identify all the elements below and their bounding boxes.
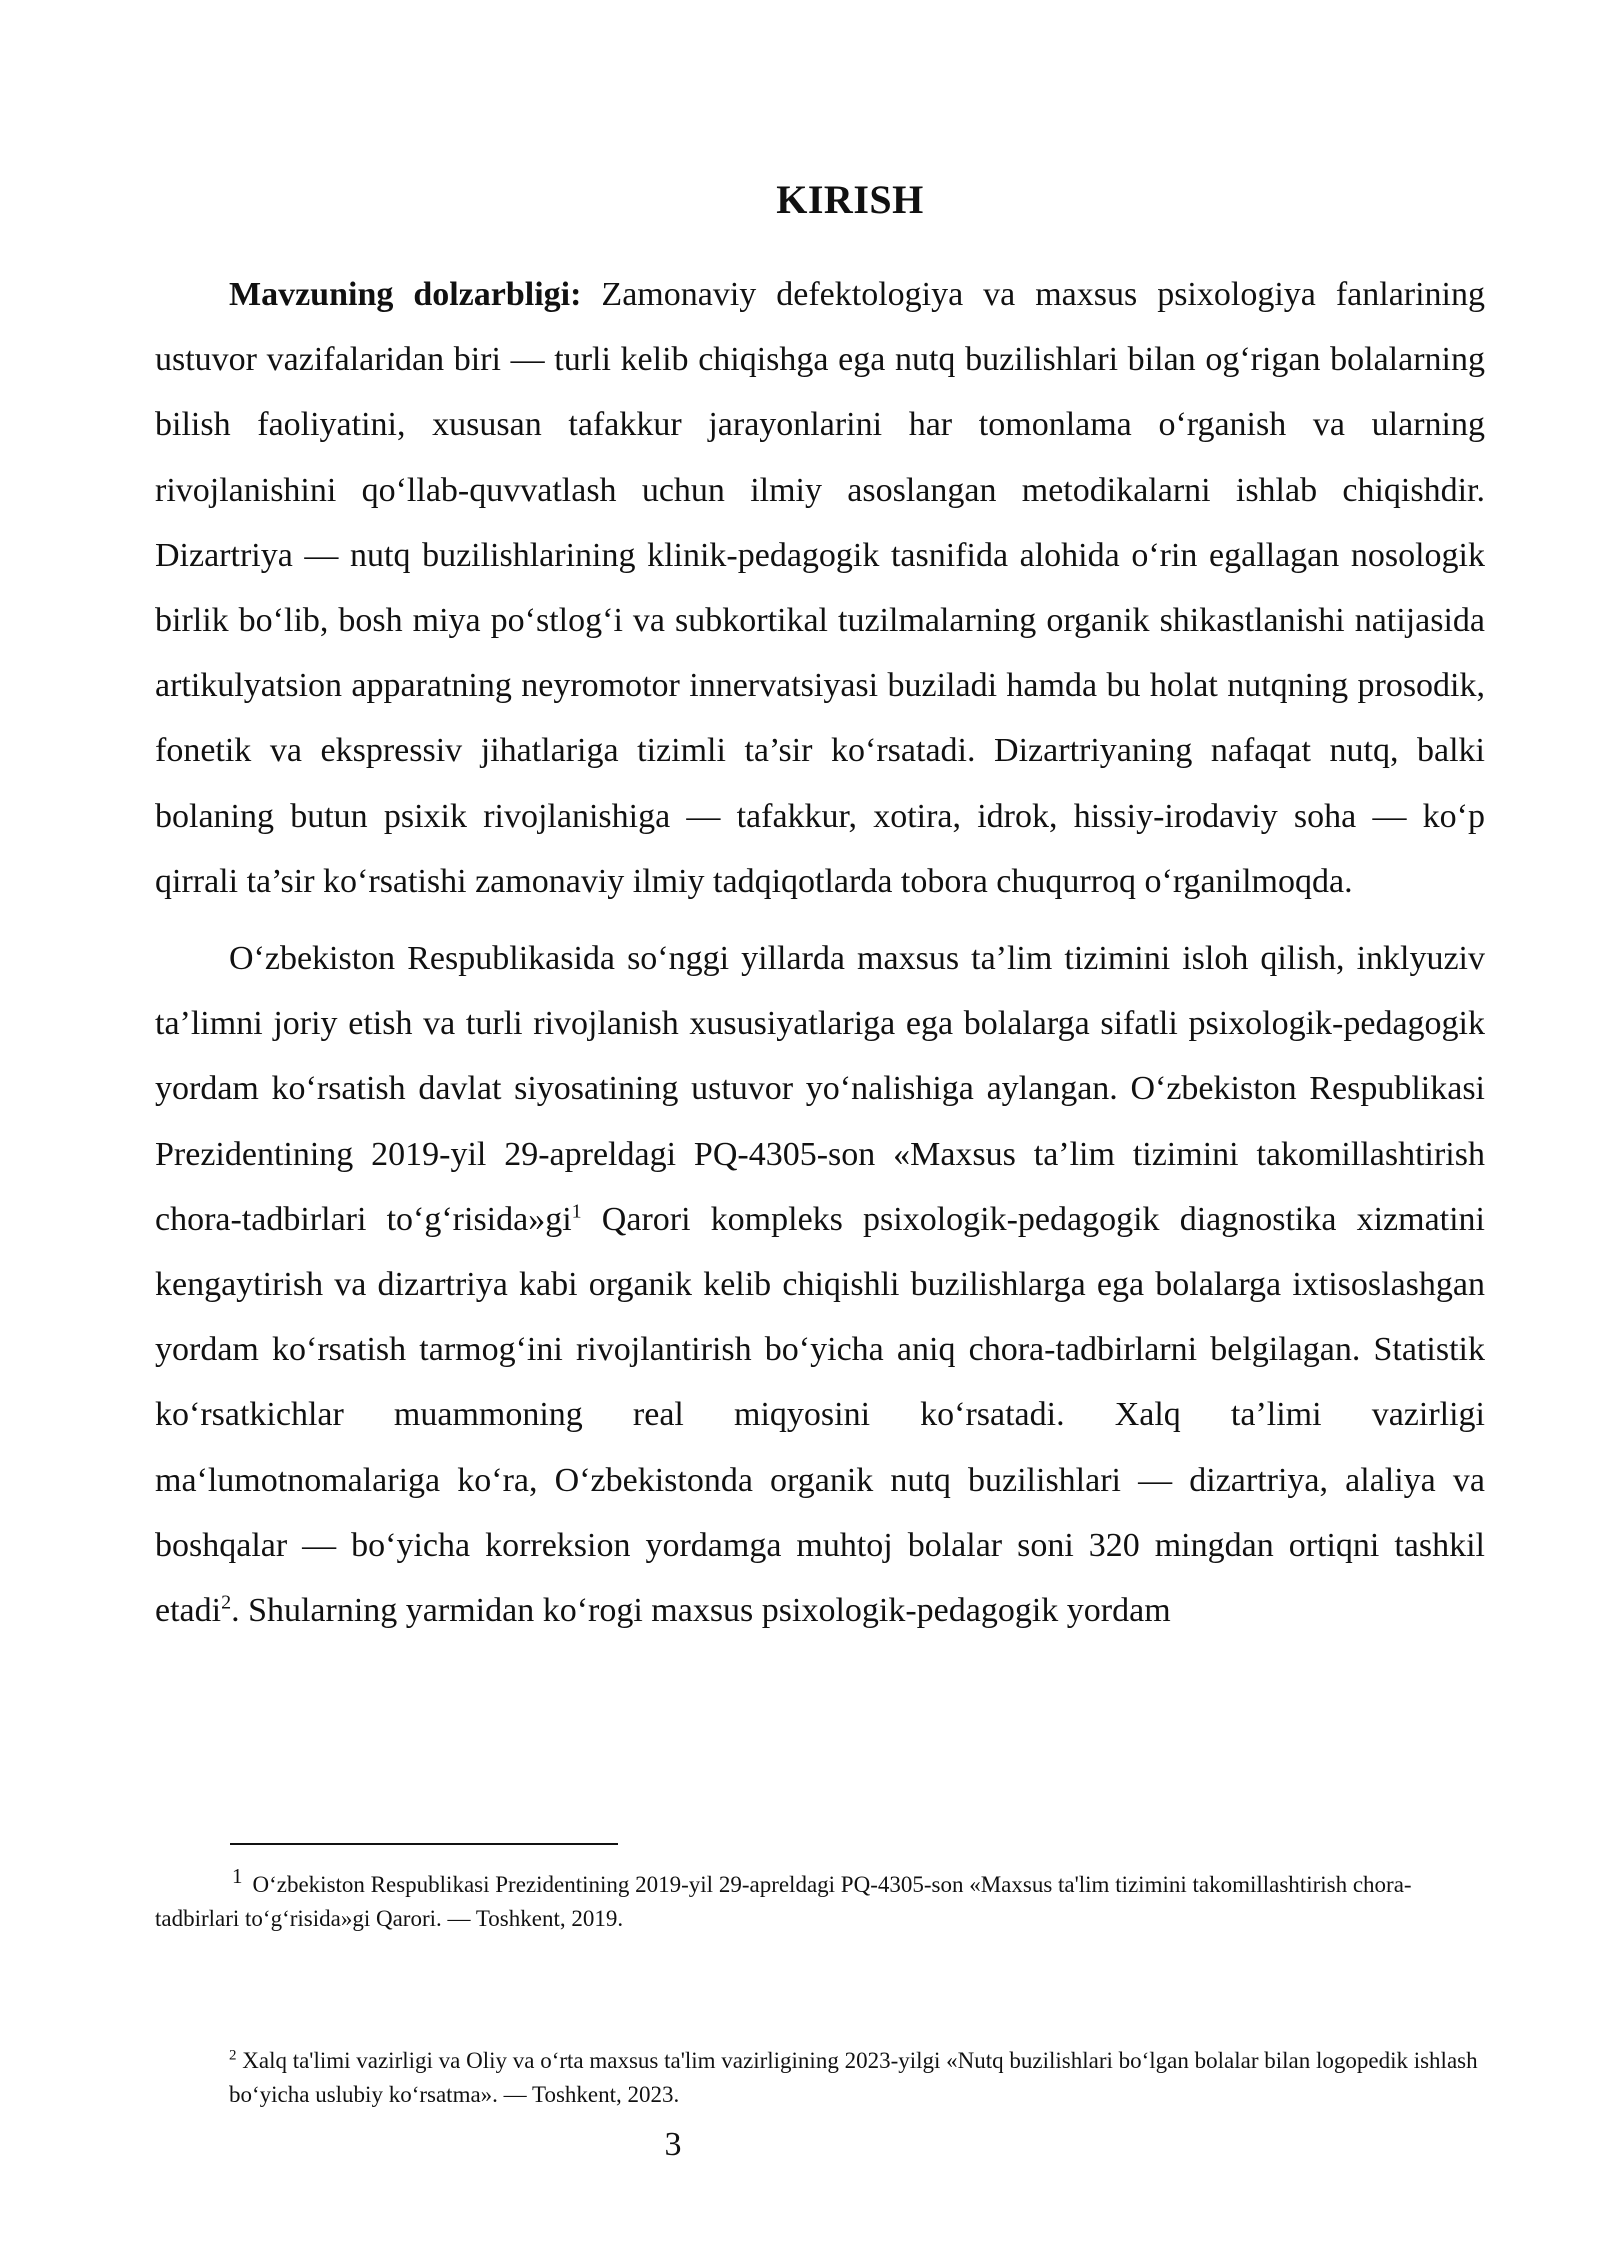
page-number: 3 [664,2126,682,2163]
paragraph-lead: Mavzuning dolzarbligi: [229,276,582,313]
paragraph-text: Zamonaviy defektologiya va maxsus psixologiya fanlarining ustuvor vazifalaridan biri — turli kelib chiqishga ega nutq buzilishlari bilan og‘rigan bolalarning bilish faoliyatini, xususan tafakkur jarayonlarini har tomonlama o‘rganish va ularning rivojlanishini qo‘llab-quvvatlash uchun ilmiy asoslangan metodikalarni ishlab chiqishdir. Dizartriya — nutq buzilishlarining klinik-pedagogik tasnifida alohida o‘rin egallagan nosologik birlik bo‘lib, bosh miya po‘stlog‘i va subkortikal tuzilmalarning organik shikastlanishi natijasida artikulyatsion apparatning neyromotor innervatsiyasi buziladi hamda bu holat nutqning prosodik, fonetik va ekspressiv jihatlariga tizimli ta’sir ko‘rsatadi. Dizartriyaning nafaqat nutq, balki bolaning butun psixik rivojlanishiga — tafakkur, xotira, idrok, hissiy-irodaviy soha — ko‘p qirrali ta’sir ko‘rsatishi zamonaviy ilmiy tadqiqotlarda tobora chuqurroq o‘rganilmoqda. [155,276,1485,900]
paragraph-text-part3: . Shularning yarmidan ko‘rogi maxsus psixologik-pedagogik yordam [231,1592,1171,1630]
paragraph-text-part2: Qarori kompleks psixologik-pedagogik diagnostika xizmatini kengaytirish va dizartriya kabi organik kelib chiqishli buzilishlarga ega bolalarga ixtisoslashgan yordam ko‘rsatish tarmog‘ini rivojlantirish bo‘yicha aniq chora-tadbirlarni belgilagan. Statistik ko‘rsatkichlar muammoning real miqyosini ko‘rsatadi. Xalq ta’limi vazirligi ma‘lumotnomalariga ko‘ra, O‘zbekistonda organik nutq buzilishlari — dizartriya, alaliya va boshqalar — bo‘yicha korreksion yordamga muhtoj bolalar soni 320 mingdan ortiqni tashkil etadi [155,1200,1485,1630]
section-title: KIRISH [776,177,924,222]
body-text [155,262,1485,1643]
footnote-ref-1[interactable]: 1 [571,1200,582,1223]
footnote-text: Xalq ta'limi vazirligi va Oliy va o‘rta maxsus ta'lim vazirligining 2023-yilgi «Nutq buzilishlari bo‘lgan bolalar bilan logopedik ishlash bo‘yicha uslubiy ko‘rsatma». — Toshkent, 2023. [229,2048,1478,2107]
paragraph-context [155,926,1485,1643]
footnote-ref-2[interactable]: 2 [221,1591,232,1614]
footnote-separator [230,1843,618,1845]
footnote-1 [155,1864,1485,1936]
footnote-mark: 1 [232,1864,243,1889]
footnote-text: O‘zbekiston Respublikasi Prezidentining 2019-yil 29-apreldagi PQ-4305-son «Maxsus ta'lim tizimini takomillashtirish chora-tadbirlari to‘g‘risida»gi Qarori. — Toshkent, 2019. [155,1872,1412,1931]
footnote-mark: 2 [229,2047,237,2064]
paragraph-text-part1: O‘zbekiston Respublikasida so‘nggi yillarda maxsus ta’lim tizimini isloh qilish, inklyuziv ta’limni joriy etish va turli rivojlanish xususiyatlariga ega bolalarga sifatli psixologik-pedagogik yordam ko‘rsatish davlat siyosatining ustuvor yo‘nalishiga aylangan. O‘zbekiston Respublikasi Prezidentining 2019-yil 29-apreldagi PQ-4305-son «Maxsus ta’lim tizimini takomillashtirish chora-tadbirlari to‘g‘risida»gi [155,940,1485,1238]
paragraph-relevance [155,262,1485,914]
footnote-2 [155,2044,1485,2112]
